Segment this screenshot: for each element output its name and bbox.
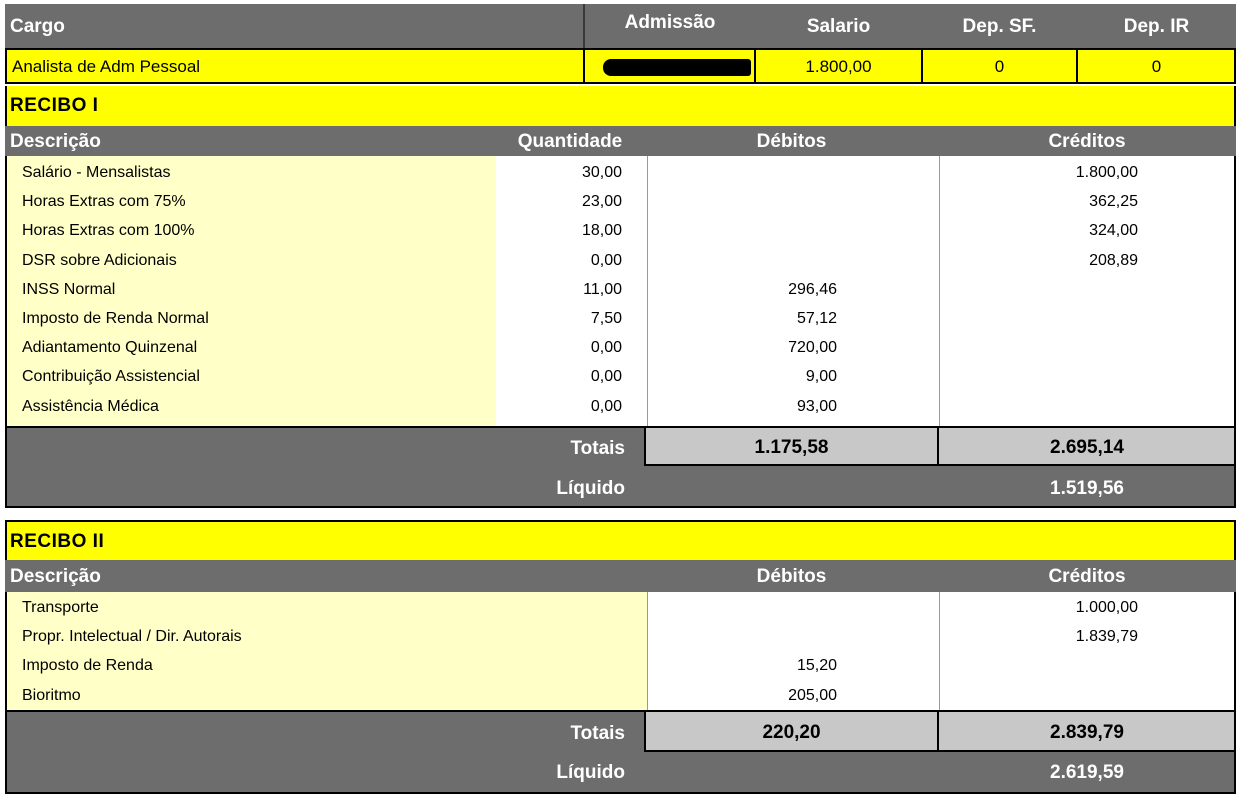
recibo2-row-debitos [645,593,837,622]
recibo1-row-creditos: 324,00 [1089,222,1138,240]
recibo2-row-descricao: Transporte [22,599,99,616]
recibo1-row-debitos [645,246,837,275]
recibo1-row-quantidade: 11,00 [583,280,622,298]
recibo2-row-creditos [938,681,1138,710]
recibo1-row-debitos: 296,46 [788,280,837,298]
recibo1-col-quantidade: Quantidade [517,131,623,152]
recibo1-col-creditos: Créditos [1048,131,1126,152]
dep-ir-value: 0 [1151,57,1162,76]
recibo2-row-creditos [938,651,1138,680]
recibo2-totais-creditos: 2.839,79 [1050,722,1124,743]
recibo1-row-quantidade: 7,50 [590,310,622,327]
cargo-label: Cargo [10,16,65,37]
recibo1-row-quantidade: 23,00 [581,193,622,211]
recibo1-row-descricao: Adiantamento Quinzenal [22,339,198,357]
recibo1-row-debitos: 9,00 [805,368,837,386]
recibo1-row-quantidade: 0,00 [590,368,622,386]
recibo2-col-debitos: Débitos [756,566,827,587]
recibo2-title-bar [5,520,1236,560]
recibo2-liquido-value: 2.619,59 [1050,762,1124,783]
recibo1-liquido-value: 1.519,56 [1050,478,1124,499]
recibo1-totais-creditos: 2.695,14 [1050,437,1124,458]
salario-label: Salario [806,16,871,37]
recibo1-row-creditos [938,333,1138,362]
recibo2-totais-debitos: 220,20 [762,722,821,743]
admissao-redacted [603,59,751,76]
recibo1-totais-debitos: 1.175,58 [754,437,829,458]
recibo1-row-quantidade: 18,00 [581,222,622,240]
recibo1-col-descricao: Descrição [10,131,101,152]
recibo1-row-creditos [938,392,1138,421]
recibo1-row-debitos [645,187,837,216]
recibo1-row-debitos [645,216,837,245]
recibo1-totais-label: Totais [570,438,625,459]
recibo1-row-descricao: Salário - Mensalistas [22,164,171,181]
recibo2-totais-label: Totais [570,723,625,744]
recibo1-row-descricao: INSS Normal [22,280,116,298]
recibo1-row-debitos [645,158,837,187]
recibo1-title-bar [5,86,1236,126]
recibo2-row-descricao: Imposto de Renda [22,657,153,675]
dep-sf-value: 0 [994,57,1005,76]
recibo1-row-debitos: 720,00 [788,339,837,357]
admissao-label: Admissão [624,12,716,33]
recibo2-row-creditos: 1.000,00 [1075,599,1138,616]
recibo2-row-creditos: 1.839,79 [1075,628,1138,646]
recibo1-row-descricao: Horas Extras com 75% [22,193,186,211]
recibo1-row-descricao: Horas Extras com 100% [22,222,195,240]
recibo2-col-creditos: Créditos [1048,566,1126,587]
recibo1-row-descricao: Contribuição Assistencial [22,368,200,386]
recibo1-row-descricao: Assistência Médica [22,397,159,415]
recibo2-row-debitos: 205,00 [788,686,837,704]
recibo1-row-descricao: Imposto de Renda Normal [22,310,209,327]
recibo1-row-quantidade: 30,00 [581,164,622,181]
cargo-value: Analista de Adm Pessoal [12,57,201,76]
recibo1-row-descricao: DSR sobre Adicionais [22,251,177,269]
dep-sf-label: Dep. SF. [962,16,1037,37]
recibo2-row-descricao: Bioritmo [22,686,81,704]
salario-value: 1.800,00 [805,57,872,76]
recibo1-row-creditos: 1.800,00 [1075,164,1138,181]
recibo1-liquido-label: Líquido [556,478,625,499]
recibo1-col-debitos: Débitos [756,131,827,152]
recibo1-row-creditos: 208,89 [1089,251,1138,269]
recibo1-row-quantidade: 0,00 [590,251,622,269]
recibo2-row-debitos: 15,20 [796,657,837,675]
recibo1-row-creditos [938,362,1138,391]
recibo1-row-quantidade: 0,00 [590,339,622,357]
recibo1-row-debitos: 57,12 [796,310,837,327]
recibo1-row-creditos [938,304,1138,333]
recibo2-liquido-label: Líquido [556,762,625,783]
dep-ir-label: Dep. IR [1123,16,1190,37]
recibo1-row-creditos: 362,25 [1089,193,1138,211]
recibo2-col-descricao: Descrição [10,566,101,587]
recibo1-title: RECIBO I [10,95,99,116]
recibo1-row-debitos: 93,00 [796,397,837,415]
recibo2-row-debitos [645,622,837,651]
recibo1-row-creditos [938,275,1138,304]
recibo2-title: RECIBO II [10,531,105,552]
recibo2-row-descricao: Propr. Intelectual / Dir. Autorais [22,628,242,646]
recibo1-row-quantidade: 0,00 [590,397,622,415]
